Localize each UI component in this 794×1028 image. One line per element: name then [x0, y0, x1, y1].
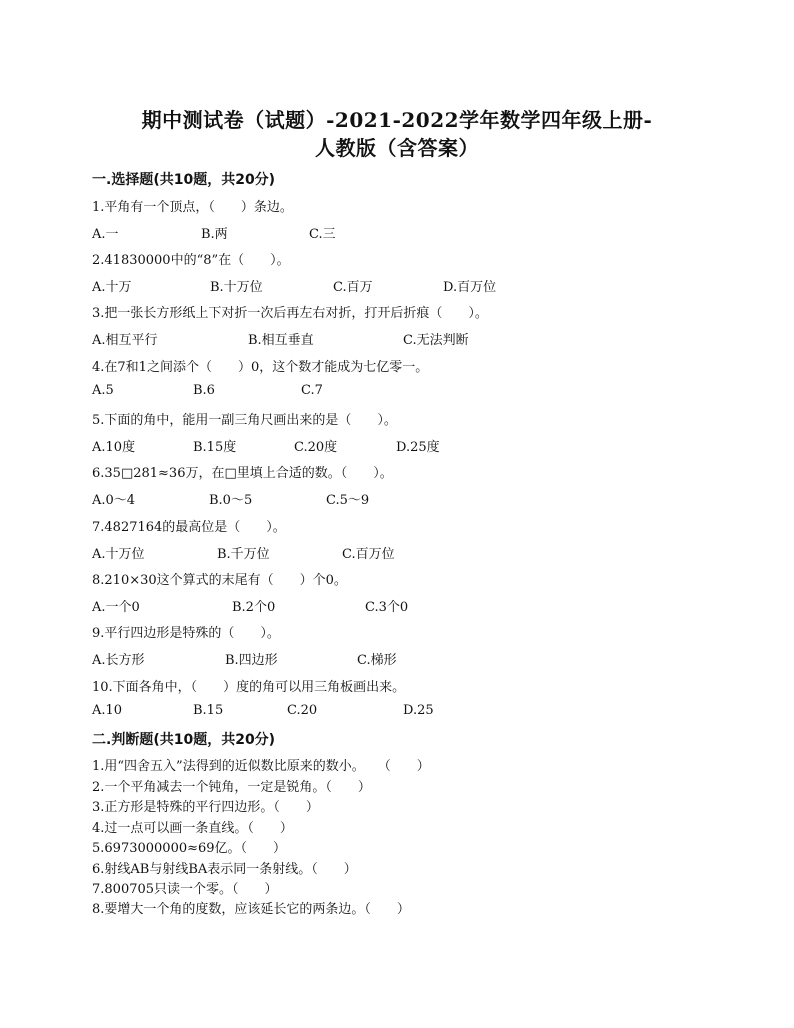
judgement-item-4: 4.过一点可以画一条直线。（ ） — [92, 821, 293, 836]
q5-option-d: D.25度 — [396, 440, 440, 455]
q6-option-c: C.5～9 — [326, 493, 370, 508]
q7-option-c: C.百万位 — [342, 547, 395, 562]
section-2-heading: 二.判断题(共10题，共20分) — [92, 732, 276, 748]
q1-option-c: C.三 — [309, 227, 336, 242]
question-6: 6.35□281≈36万，在□里填上合适的数。（ ）。 — [92, 466, 393, 481]
q4-option-c: C.7 — [301, 383, 323, 398]
q7-option-b: B.千万位 — [217, 547, 270, 562]
judgement-item-5: 5.6973000000≈69亿。（ ） — [92, 841, 287, 856]
q6-option-b: B.0～5 — [209, 493, 253, 508]
q2-option-c: C.百万 — [333, 280, 373, 295]
q1-option-a: A.一 — [92, 227, 119, 242]
question-1: 1.平角有一个顶点，（ ）条边。 — [92, 200, 293, 215]
judgement-item-7: 7.800705只读一个零。（ ） — [92, 882, 278, 897]
q10-option-c: C.20 — [287, 703, 318, 718]
q5-option-c: C.20度 — [294, 440, 338, 455]
question-10: 10.下面各角中，（ ）度的角可以用三角板画出来。 — [92, 680, 406, 695]
judgement-item-1: 1.用“四舍五入”法得到的近似数比原来的数小。 （ ） — [92, 759, 430, 774]
exam-title-line-2: 人教版（含答案） — [315, 136, 479, 160]
q4-option-b: B.6 — [193, 383, 215, 398]
q1-option-b: B.两 — [201, 227, 228, 242]
question-9: 9.平行四边形是特殊的（ ）。 — [92, 626, 280, 641]
q4-option-a: A.5 — [92, 383, 114, 398]
judgement-item-6: 6.射线AB与射线BA表示同一条射线。（ ） — [92, 862, 357, 877]
q2-option-b: B.十万位 — [210, 280, 263, 295]
q5-option-b: B.15度 — [193, 440, 237, 455]
q2-option-a: A.十万 — [92, 280, 132, 295]
q6-option-a: A.0～4 — [92, 493, 136, 508]
judgement-item-2: 2.一个平角减去一个钝角，一定是锐角。（ ） — [92, 780, 371, 795]
q10-option-d: D.25 — [403, 703, 434, 718]
exam-title-line-1: 期中测试卷（试题）-2021-2022学年数学四年级上册- — [141, 108, 653, 132]
q9-option-b: B.四边形 — [225, 653, 278, 668]
q3-option-c: C.无法判断 — [403, 333, 469, 348]
question-5: 5.下面的角中，能用一副三角尺画出来的是（ ）。 — [92, 413, 397, 428]
q2-option-d: D.百万位 — [443, 280, 497, 295]
q8-option-b: B.2个0 — [232, 600, 276, 615]
question-2: 2.41830000中的“8”在（ ）。 — [92, 253, 290, 268]
q3-option-b: B.相互垂直 — [248, 333, 314, 348]
judgement-item-3: 3.正方形是特殊的平行四边形。（ ） — [92, 800, 319, 815]
q8-option-c: C.3个0 — [365, 600, 409, 615]
q7-option-a: A.十万位 — [92, 547, 145, 562]
q3-option-a: A.相互平行 — [92, 333, 158, 348]
q9-option-a: A.长方形 — [92, 653, 145, 668]
question-3: 3.把一张长方形纸上下对折一次后再左右对折，打开后折痕（ ）。 — [92, 306, 488, 321]
judgement-item-8: 8.要增大一个角的度数，应该延长它的两条边。（ ） — [92, 902, 410, 917]
question-8: 8.210×30这个算式的末尾有（ ）个0。 — [92, 573, 347, 588]
question-4: 4.在7和1之间添个（ ）0，这个数才能成为七亿零一。 — [92, 360, 429, 375]
q10-option-a: A.10 — [92, 703, 123, 718]
q8-option-a: A.一个0 — [92, 600, 140, 615]
q5-option-a: A.10度 — [92, 440, 136, 455]
question-7: 7.4827164的最高位是（ ）。 — [92, 520, 286, 535]
q10-option-b: B.15 — [193, 703, 224, 718]
section-1-heading: 一.选择题(共10题，共20分) — [92, 172, 276, 188]
q9-option-c: C.梯形 — [357, 653, 397, 668]
